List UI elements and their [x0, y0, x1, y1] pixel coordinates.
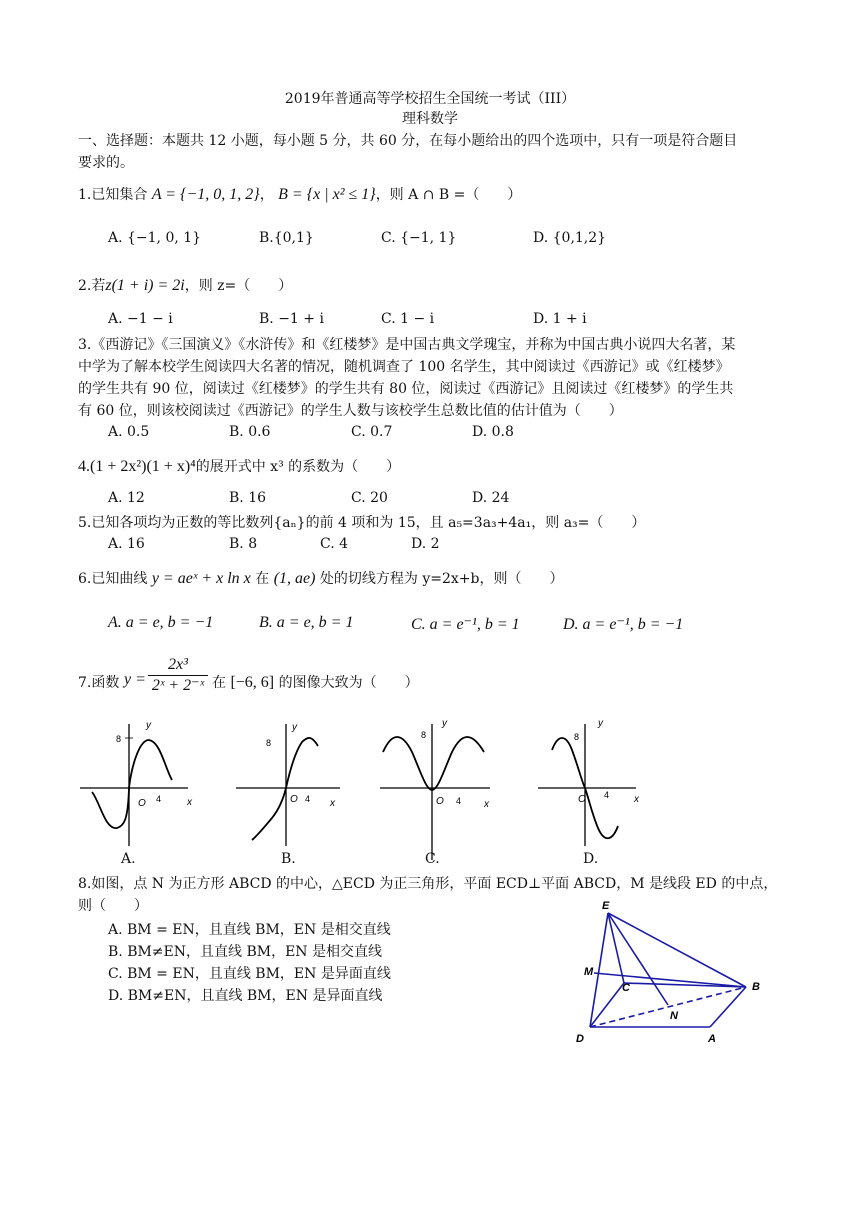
q1-prefix: 1.已知集合	[78, 187, 148, 203]
q3-option-c: C. 0.7	[351, 424, 393, 440]
graph-c-x-label: x	[484, 799, 489, 810]
q7-prefix: 7.函数	[78, 675, 120, 691]
q7-y: y =	[124, 671, 146, 688]
question-5: 5.已知各项均为正数的等比数列{aₙ}的前 4 项和为 15，且 a₅=3a₃+4a₁，则 a₃=（ ）	[78, 515, 646, 531]
q1-option-b: B.{0,1}	[259, 230, 314, 246]
q8-option-c: C. BM = EN，且直线 BM，EN 是异面直线	[108, 966, 391, 982]
exam-subject: 理科数学	[402, 111, 458, 127]
label-D: D	[576, 1033, 584, 1045]
graph-c-origin: O	[436, 796, 444, 807]
q3-option-a: A. 0.5	[108, 424, 150, 440]
q4-option-d: D. 24	[472, 490, 510, 506]
q6-option-b: B. a = e, b = 1	[259, 614, 354, 631]
q2-suffix: ，则 z=（ ）	[184, 278, 293, 294]
graph-c-y-tick-label: 8	[421, 730, 427, 740]
graph-d-y-label: y	[598, 718, 603, 729]
q3-option-b: B. 0.6	[229, 424, 271, 440]
label-M: M	[584, 966, 594, 978]
graph-b	[236, 724, 340, 846]
q7-denominator: 2ˣ + 2⁻ˣ	[151, 677, 205, 694]
q4-option-b: B. 16	[229, 490, 267, 506]
q4-text: 的展开式中 x³ 的系数为（ ）	[195, 459, 401, 475]
q8-option-d: D. BM≠EN，且直线 BM，EN 是异面直线	[108, 988, 383, 1004]
q4-expr: 4.(1 + 2x²)(1 + x)⁴	[78, 458, 196, 475]
q3-line2: 中学为了解本校学生阅读四大名著的情况，随机调查了 100 名学生，其中阅读过《西游记》或《红楼梦》	[78, 359, 730, 375]
q1-set-a: A = {−1, 0, 1, 2}	[151, 186, 260, 203]
q1-set-b: B = {x | x² ≤ 1}	[278, 186, 376, 203]
q2-option-a: A. −1 − i	[108, 311, 173, 327]
q6-option-c: C. a = e⁻¹, b = 1	[411, 616, 520, 633]
q8-line1: 8.如图，点 N 为正方形 ABCD 的中心，△ECD 为正三角形，平面 ECD⊥平面 ABCD，M 是线段 ED 的中点，	[78, 876, 778, 892]
graph-c	[380, 724, 490, 860]
question-6	[78, 568, 564, 588]
q5-option-a: A. 16	[108, 536, 145, 552]
q5-option-d: D. 2	[411, 536, 440, 552]
label-E: E	[602, 900, 610, 912]
edge-EC	[608, 913, 624, 983]
q2-option-b: B. −1 + i	[259, 311, 324, 327]
q1-option-d: D. {0,1,2}	[533, 230, 607, 246]
graph-b-curve	[252, 738, 318, 840]
q1-option-c: C. {−1, 1}	[381, 230, 457, 246]
q7-suffix: 的图像大致为（ ）	[278, 675, 419, 691]
graph-c-curve	[383, 737, 484, 790]
label-C: C	[622, 982, 630, 994]
q7-fraction-bar	[148, 675, 208, 676]
q3-option-d: D. 0.8	[472, 424, 514, 440]
q6-point: (1, ae)	[273, 570, 316, 587]
graph-b-y-label: y	[292, 722, 297, 733]
q4-option-c: C. 20	[351, 490, 388, 506]
graph-a-x-tick-label: 4	[156, 794, 162, 804]
graph-b-origin: O	[290, 794, 298, 805]
q1-suffix: ，则 A ∩ B =（ ）	[375, 187, 522, 203]
q6-prefix: 6.已知曲线	[78, 571, 148, 587]
graph-b-x-tick-label: 4	[305, 794, 311, 804]
q3-line3: 的学生共有 90 位，阅读过《红楼梦》的学生共有 80 位，阅读过《西游记》且阅读过《红楼梦》的学生共	[78, 381, 734, 397]
q6-option-a: A. a = e, b = −1	[108, 614, 214, 631]
graph-d-x-label: x	[634, 794, 639, 805]
graph-c-x-tick-label: 4	[456, 796, 462, 806]
label-N: N	[670, 1010, 678, 1022]
question-2	[78, 275, 292, 295]
q5-option-c: C. 4	[320, 536, 349, 552]
q6-suffix: 处的切线方程为 y=2x+b，则（ ）	[319, 571, 564, 587]
graph-d-x-tick-label: 4	[604, 790, 610, 800]
section-instruction-line1: 一、选择题：本题共 12 小题，每小题 5 分，共 60 分，在每小题给出的四个选项中，只有一项是符合题目	[78, 133, 738, 149]
q2-option-c: C. 1 − i	[381, 311, 435, 327]
graph-b-y-tick-label: 8	[266, 738, 272, 748]
graph-a-x-label: x	[187, 797, 192, 808]
graph-c-y-label: y	[442, 718, 447, 729]
q2-expr: z(1 + i) = 2i	[105, 277, 185, 294]
q7-graphs	[0, 710, 860, 870]
graph-d-origin: O	[578, 794, 586, 805]
graph-a-curve	[92, 740, 172, 828]
q7-fraction	[148, 656, 208, 695]
q5-option-b: B. 8	[229, 536, 258, 552]
question-1: 1.已知集合 A = {−1, 0, 1, 2}， B = {x | x² ≤ 1}，则 A ∩ B =（ ）	[78, 186, 522, 203]
q6-mid: 在	[255, 571, 270, 587]
q8-line2: 则（ ）	[78, 898, 148, 914]
q7-numerator: 2x³	[168, 656, 188, 673]
edge-AB	[710, 987, 746, 1027]
q2-prefix: 2.若	[78, 278, 106, 294]
q7-graph-label-a: A.	[121, 851, 136, 867]
label-B: B	[752, 981, 760, 993]
q7-mid: 在	[212, 675, 226, 691]
q8-pyramid-figure	[570, 895, 770, 1055]
graph-d	[538, 724, 636, 846]
q8-option-b: B. BM≠EN，且直线 BM，EN 是相交直线	[108, 944, 383, 960]
q6-curve: y = aeˣ + x ln x	[151, 570, 251, 587]
q1-option-a: A. {−1, 0, 1}	[108, 230, 202, 246]
exam-title: 2019年普通高等学校招生全国统一考试（III）	[284, 91, 576, 107]
q7-interval: [−6, 6]	[230, 674, 275, 691]
label-A: A	[708, 1033, 716, 1045]
q3-line1: 3.《西游记》《三国演义》《水浒传》和《红楼梦》是中国古典文学瑰宝，并称为中国古典小说四大名著，某	[78, 337, 736, 353]
q7-graph-label-d: D.	[583, 851, 599, 867]
edge-DB-hidden	[590, 987, 746, 1027]
graph-a	[80, 724, 188, 846]
graph-a-origin: O	[138, 798, 146, 809]
graph-d-y-tick-label: 8	[574, 732, 580, 742]
q6-option-d: D. a = e⁻¹, b = −1	[563, 616, 684, 633]
q4-option-a: A. 12	[108, 490, 145, 506]
graph-b-x-label: x	[330, 798, 335, 809]
q7-rest	[212, 672, 419, 692]
q2-option-d: D. 1 + i	[533, 311, 587, 327]
q7-graph-label-b: B.	[281, 851, 296, 867]
q7-graph-label-c: C.	[425, 851, 440, 867]
section-instruction-line2: 要求的。	[78, 155, 134, 171]
graph-a-y-label: y	[146, 720, 151, 731]
question-4	[78, 456, 400, 476]
graph-a-y-tick-label: 8	[116, 734, 122, 744]
q8-option-a: A. BM = EN，且直线 BM，EN 是相交直线	[108, 922, 391, 938]
q3-line4: 有 60 位，则该校阅读过《西游记》的学生人数与该校学生总数比值的估计值为（ ）	[78, 403, 623, 419]
